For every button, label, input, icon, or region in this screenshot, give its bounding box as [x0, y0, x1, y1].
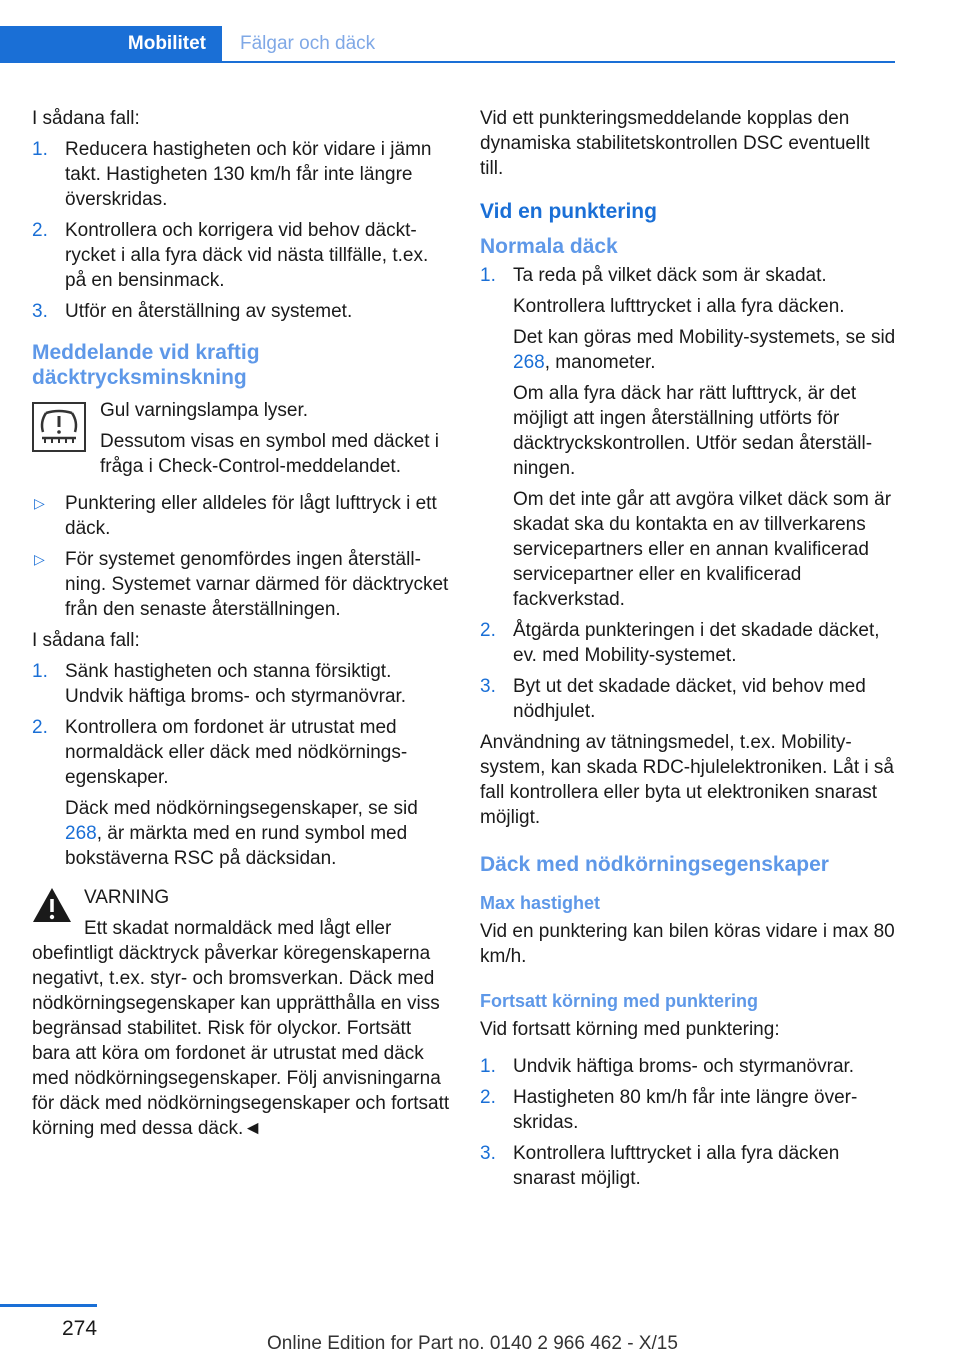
right-column [480, 106, 896, 1197]
list-item: 1. Reducera hastigheten och kör vidare i jämn takt. Hastigheten 130 km/h får inte längre överskridas. [32, 139, 432, 210]
bullet-item: ▷ För systemet genomfördes ingen återställning. Systemet varnar därmed för däcktrycket från den senaste återställningen. [34, 549, 449, 620]
list-number: 3. [32, 301, 48, 322]
list-number: 1. [480, 1056, 496, 1077]
left-column [32, 106, 450, 1141]
minor-heading: Max hastighet [480, 893, 601, 913]
warning-title: VARNING [84, 887, 170, 908]
tire-pressure-warning-icon [32, 402, 86, 452]
footer-accent-line [0, 1304, 97, 1307]
list-item: 3. Kontrollera lufttrycket i alla fyra däcken snarast möjligt. [480, 1143, 840, 1189]
list-item: 3. Utför en återställning av systemet. [32, 301, 353, 322]
triangle-bullet-icon: ▷ [34, 551, 45, 567]
list-number: 1. [32, 139, 48, 160]
tab-mobilitet[interactable]: Mobilitet [0, 26, 222, 61]
warning-block [32, 885, 450, 1141]
minor-heading: Fortsatt körning med punktering [480, 991, 759, 1011]
list-item: 1. Sänk hastigheten och stanna försiktigt. Undvik häftiga broms- och styrmanövrar. [32, 661, 407, 707]
page-link-268[interactable]: 268 [513, 352, 545, 373]
section-heading: Vid en punktering [480, 200, 657, 223]
triangle-bullet-icon: ▷ [34, 495, 45, 511]
left-intro-2: I sådana fall: [32, 630, 140, 651]
list-item: 2. Hastigheten 80 km/h får inte längre överskridas. [480, 1087, 858, 1133]
left-intro: I sådana fall: [32, 108, 140, 129]
list-item: 1. Undvik häftiga broms- och styrmanövrar. [480, 1056, 855, 1077]
list-number: 1. [480, 265, 496, 286]
bullet-item: ▷ Punktering eller alldeles för lågt lufttryck i ett däck. [34, 493, 437, 539]
list-number: 3. [480, 1143, 496, 1164]
right-paragraph: Användning av tätningsmedel, t.ex. Mobility-system, kan skada RDC-hjulelektroniken. Låt i så fall kontrollera eller byta ut elektroniken snarast möjligt. [480, 732, 894, 828]
list-item: 2. Åtgärda punkteringen i det skadade däcket, ev. med Mobility-systemet. [480, 620, 880, 666]
subsection-heading: Normala däck [480, 235, 618, 258]
list-item: 3. Byt ut det skadade däcket, vid behov med nödhjulet. [480, 676, 866, 722]
list-number: 2. [480, 1087, 496, 1108]
list-sub-paragraph: Det kan göras med Mobility-systemets, se sid 268, manometer. [513, 327, 896, 373]
page-number: 274 [62, 1317, 98, 1340]
warning-first-line: Ett skadat normaldäck med lågt eller [84, 918, 392, 939]
list-item: 1. Ta reda på vilket däck som är skadat. Kontrollera lufttrycket i alla fyra däcken. Det kan göras med Mobility-systemets, se sid 268, manometer. Om alla fyra däck har rätt lufttryck, är det möjligt att ingen återställning utförts för däcktryckskontrollen. Utför sedan återställningen. Om det inte går att avgöra vilket däck som är skadat ska du kontakta en av tillverkarens servicepartners eller en annan kvalificerad servicepartner eller en kvalificerad fackverkstad. [480, 265, 896, 610]
icon-description: Gul varningslampa lyser. Dessutom visas en symbol med däcket i fråga i Check-Control-meddelandet. [100, 400, 439, 477]
list-number: 2. [32, 220, 48, 241]
section-heading: Meddelande vid kraftig däcktrycksminskning [32, 341, 260, 389]
max-speed-paragraph: Vid en punktering kan bilen köras vidare i max 80 km/h. [480, 921, 895, 967]
footer-edition: Online Edition for Part no. 0140 2 966 462 - X/15 [267, 1333, 678, 1354]
list-number: 1. [32, 661, 48, 682]
page-header [0, 26, 895, 63]
subsection-heading: Däck med nödkörningsegenskaper [480, 853, 829, 876]
right-intro: Vid ett punkteringsmeddelande kopplas den dynamiska stabilitetskontrollen DSC eventuellt till. [480, 108, 870, 179]
warning-triangle-icon [32, 887, 72, 923]
icon-row [32, 398, 450, 479]
list-item: 2. Kontrollera och korrigera vid behov däcktrycket i alla fyra däck vid nästa tillfälle, t.ex. på en bensinmack. [32, 220, 429, 291]
warning-body: obefintligt däcktryck påverkar köregenskaperna negativt, t.ex. styr- och bromsverkan. Däck med nödkörningsegenskaper kan upprätthålla en viss begränsad stabilitet. Risk för olyckor. Fortsätt bara att köra om fordonet är utrustat med däck med nödkörningsegenskaper. Följ anvisningarna för däck med nödkörningsegenskaper och fortsatt körning med dessa däck.◄ [32, 943, 450, 1139]
page-link-268[interactable]: 268 [65, 823, 97, 844]
list-sub-paragraph: Däck med nödkörningsegenskaper, se sid 268, är märkta med en rund symbol med bokstäverna RSC på däcksidan. [65, 798, 418, 869]
tab-falgar-och-dack[interactable]: Fälgar och däck [240, 33, 376, 54]
list-number: 2. [32, 717, 48, 738]
continued-driving-paragraph: Vid fortsatt körning med punktering: [480, 1019, 780, 1040]
list-number: 2. [480, 620, 496, 641]
list-number: 3. [480, 676, 496, 697]
list-item: 2. Kontrollera om fordonet är utrustat med normaldäck eller däck med nödkörningsegenskaper. Däck med nödkörningsegenskaper, se sid 268, är märkta med en rund symbol med bokstäverna RSC på däcksidan. [32, 715, 450, 871]
